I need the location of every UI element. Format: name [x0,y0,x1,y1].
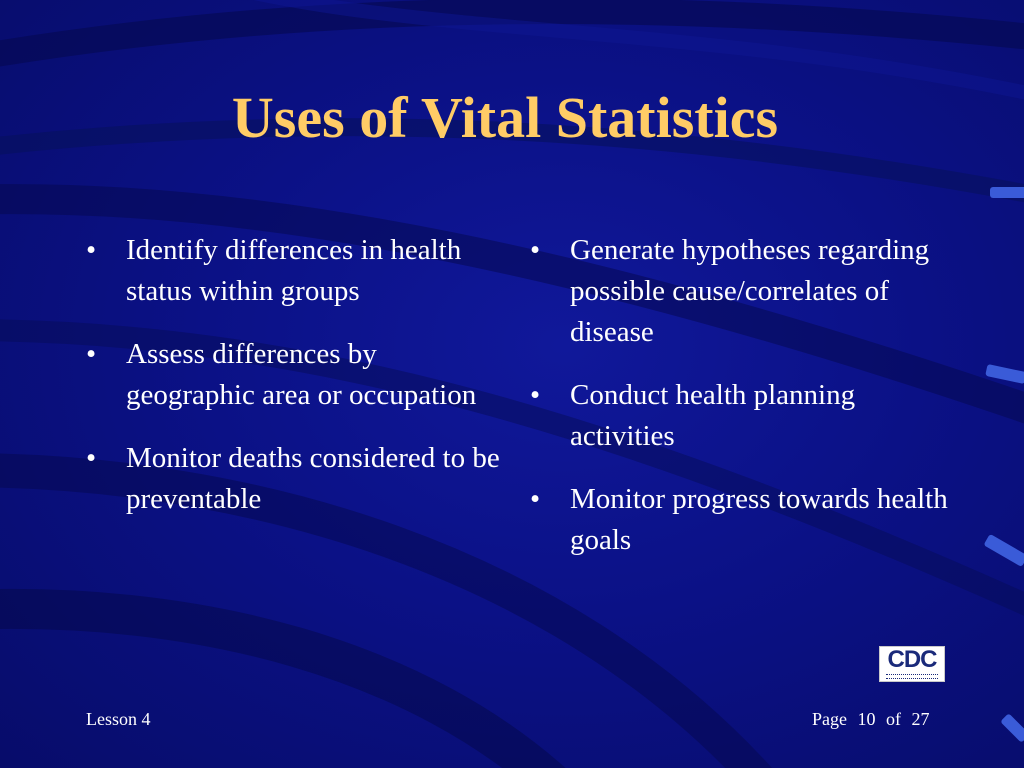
edge-accent-4 [1000,713,1024,743]
bullet-dot: • [530,234,541,266]
bullet-dot: • [86,338,97,370]
bullet-dot: • [86,442,97,474]
edge-accents [983,187,1024,743]
footer-lesson: Lesson 4 [86,709,151,729]
bullet-dot: • [530,379,541,411]
list-item [530,479,950,561]
bullet-text: Identify differences in health status within groups [126,234,462,307]
list-item [530,375,950,457]
swoosh-1 [0,11,1024,60]
left-bullet-list [86,230,506,542]
cdc-logo-text: CDC [887,646,937,673]
slide-title: Uses of Vital Statistics [231,85,779,150]
right-bullet-list [530,230,950,583]
cdc-logo-tagline [886,674,938,679]
edge-accent-3 [983,534,1024,567]
edge-accent-1 [990,187,1024,198]
cdc-logo [879,646,945,682]
list-item [530,230,950,353]
footer-page-indicator [812,708,936,730]
list-item [86,334,506,416]
swoosh-7 [0,609,560,768]
page-label: Page [812,709,847,729]
bullet-text: Monitor progress towards health goals [570,483,948,556]
bullet-text: Monitor deaths considered to be preventable [126,442,500,515]
bullet-dot: • [86,234,97,266]
list-item [86,230,506,312]
bullet-dot: • [530,483,541,515]
of-label: of [886,709,901,729]
page-total: 27 [911,709,930,729]
list-item [86,438,506,520]
bullet-text: Conduct health planning activities [570,379,856,452]
bullet-text: Assess differences by geographic area or occupation [126,338,477,411]
page-number: 10 [857,709,876,729]
bullet-text: Generate hypotheses regarding possible cause/correlates of disease [570,234,930,348]
